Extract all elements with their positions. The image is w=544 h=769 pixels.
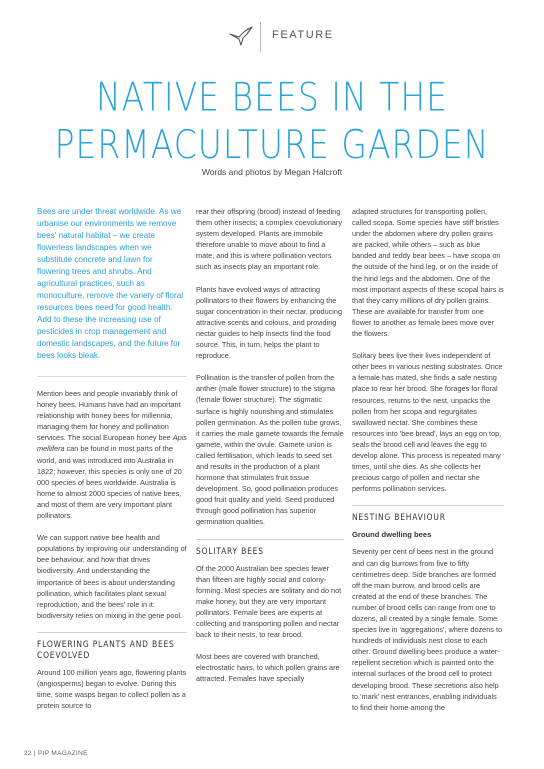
header-divider (260, 22, 261, 52)
intro-paragraph: Bees are under threat worldwide. As we urbanise our environments we remove bees' natural habitat – we create flowerless landscapes when we substitute concrete and lawn for flowering trees and shrubs. And agricultural practices, such as monoculture, remove the variety of floral resources bees need for good health. Add to these the increasing use of pesticides in crop management and domestic landscapes, and the future for bees looks bleak. (37, 206, 187, 377)
article-title (0, 74, 544, 168)
section-label: FEATURE (272, 29, 334, 41)
column-1 (37, 206, 187, 722)
body-paragraph: Pollination is the transfer of pollen from the anther (male flower structure) to the stigma (female flower structure). The stigmatic surface is highly nourishing and stimulates pollen germination. As the pollen tube grows, it carries the male gamete towards the female gamete, within the ovule. Gamete union is called fertilisation, which leads to seed set and results in the production of a plant hormone that stimulates fruit tissue development. So, good pollination produces good fruit quality and yield. Seed produced through good pollination has superior germination qualities. (196, 373, 344, 527)
body-paragraph (37, 388, 187, 521)
body-paragraph: adapted structures for transporting pollen, called scopa. Some species have stiff bristles under the abdomen where dry pollen grains are packed, while others – such as blue banded and teddy bear bees – have scopa on the outside of the hind leg, or on the inside of the hind legs and the abdomen. One of the most important aspects of these scopal hairs is that they carry millions of dry pollen grains. These are available for transfer from one flower to another as female bees move over the flowers. (352, 207, 504, 339)
bird-logo-icon (228, 24, 254, 48)
text-span: can be found in most parts of the world, and was introduced into Australia in 1822; however, this species is only one of 20 000 species of bees worldwide. Australia is home to almost 2000 species of native bees, and most of them are very important plant pollinators. (37, 444, 182, 521)
title-line-2: PERMACULTURE GARDEN (54, 121, 490, 168)
body-paragraph: Of the 2000 Australian bee species fewer than fifteen are highly social and colony-forming. Most species are solitary and do not make honey, but they are very important pollinators. Female bees are experts at collecting and transporting pollen and nectar back to their nests, to rear brood. (196, 563, 342, 640)
column-2 (196, 206, 344, 695)
column-3 (352, 206, 504, 724)
body-paragraph: rear their offspring (brood) instead of feeding them other insects; a complex coevolutionary system developed. Plants are immobile therefore unable to move about to find a mate, and this is where pollination vectors such as insects play an important role. (196, 207, 343, 272)
minor-heading: Ground dwelling bees (352, 530, 432, 540)
page-header (0, 22, 544, 52)
body-paragraph: Most bees are covered with branched, electrostatic hairs, to which pollen grains are attracted. Females have specially (196, 652, 340, 684)
body-paragraph: Seventy per cent of bees nest in the ground and can dig burrows from five to fifty centimetres deep. Side branches are formed off the main burrow, and brood cells are created at the end of these branches. The number of brood cells can range from one to dozens, all created by a single female. Some species live in 'aggregations', where dozens to hundreds of individuals nest close to each other. Ground dwelling bees produce a water-repellent secretion which is painted onto the internal surfaces of the brood cell to protect developing brood. These secretions also help to 'mark' nest entrances, enabling individuals to find their home among the (352, 547, 503, 712)
body-paragraph: We can support native bee health and populations by improving our understanding of bee behaviour, and how that drives biodiversity. And understanding the importance of bees is about understanding pollination, which facilitates plant sexual reproduction, and the bees' role in it: biodiversity relies on mixing in the gene pool. (37, 533, 187, 620)
text-span: Mention bees and people invariably think of honey bees. Humans have had an important relationship with honey bees for millennia, managing them for honey and pollination services. The social European honey bee (37, 389, 181, 443)
page-footer: 22 | PIP MAGAZINE (24, 750, 88, 757)
species-name: Apis mellifera (37, 433, 187, 454)
subheading: NESTING BEHAVIOUR (352, 505, 504, 523)
title-line-1: NATIVE BEES IN THE (96, 74, 448, 121)
byline: Words and photos by Megan Halcroft (201, 167, 343, 177)
subheading: FLOWERING PLANTS AND BEES COEVOLVED (37, 632, 187, 661)
body-paragraph: Around 100 million years ago, flowering plants (angiosperms) began to evolve. During this time, some wasps began to collect pollen as a protein source to (37, 667, 187, 711)
body-paragraph: Solitary bees live their lives independent of other bees in various nesting substrates. Once a female has mated, she finds a safe nesting place to rear her brood. She forages for floral resources, returns to the nest, unpacks the pollen from her scopa and regurgitates swallowed nectar. She combines these resources into 'bee bread', lays an egg on top, seals the brood cell and leaves the egg to develop alone. This process is repeated many times, until she dies. As she collects her precious cargo of pollen and nectar she performs pollination services. (352, 351, 503, 494)
subheading: SOLITARY BEES (196, 539, 344, 557)
body-paragraph: Plants have evolved ways of attracting pollinators to their flowers by enhancing the sugar concentration in their nectar, producing attractive scents and colours, and providing nectar guides to help insects find the food source. This, in turn, helps the plant to reproduce. (196, 284, 343, 361)
